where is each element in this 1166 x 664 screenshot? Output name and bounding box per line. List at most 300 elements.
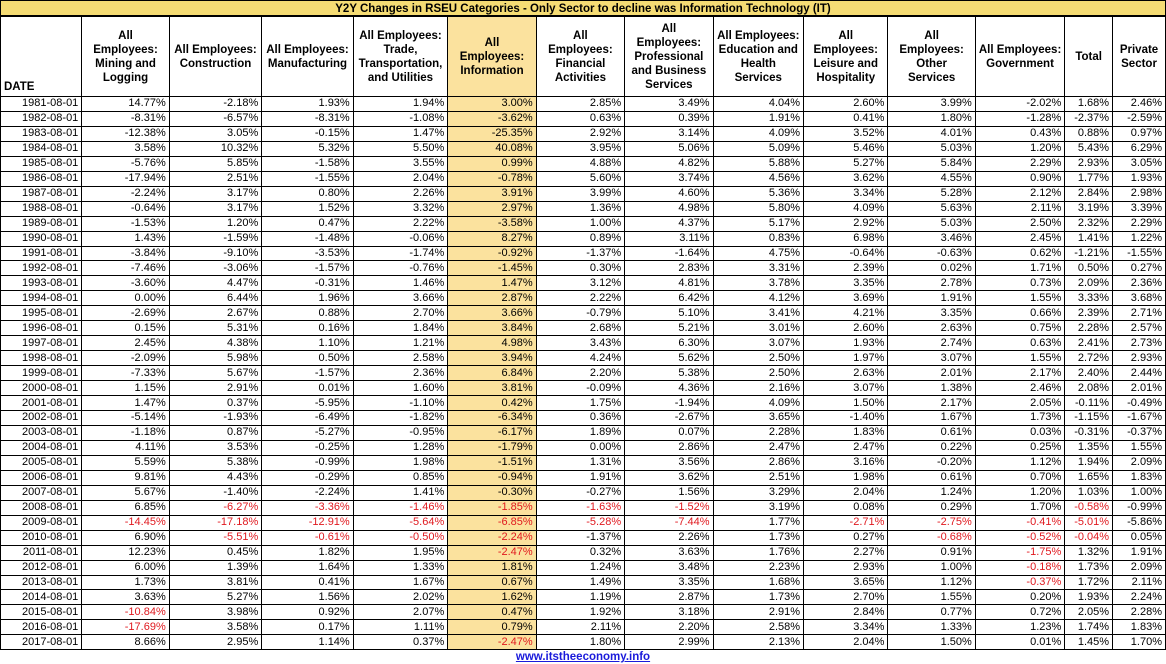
value-cell: -0.92%	[448, 246, 536, 261]
value-cell: 3.66%	[353, 291, 448, 306]
value-cell: -1.75%	[975, 545, 1064, 560]
value-cell: 6.84%	[448, 366, 536, 381]
value-cell: 2.01%	[1113, 381, 1166, 396]
table-row	[1, 321, 1166, 336]
value-cell: 2.83%	[625, 261, 713, 276]
value-cell: 0.15%	[82, 321, 169, 336]
value-cell: 1.36%	[536, 201, 624, 216]
value-cell: 2.46%	[975, 381, 1064, 396]
value-cell: 3.98%	[169, 605, 262, 620]
value-cell: -5.86%	[1113, 515, 1166, 530]
value-cell: 0.50%	[262, 351, 353, 366]
value-cell: 4.37%	[625, 216, 713, 231]
value-cell: -1.21%	[1065, 246, 1113, 261]
value-cell: 3.14%	[625, 126, 713, 141]
date-cell: 1984-08-01	[1, 141, 82, 156]
value-cell: 3.17%	[169, 186, 262, 201]
value-cell: 0.61%	[888, 425, 975, 440]
value-cell: -0.99%	[1113, 500, 1166, 515]
value-cell: 1.70%	[1113, 635, 1166, 650]
value-cell: -0.27%	[536, 485, 624, 500]
value-cell: 6.00%	[82, 560, 169, 575]
value-cell: 5.31%	[169, 321, 262, 336]
value-cell: 3.05%	[169, 126, 262, 141]
value-cell: 5.17%	[713, 216, 803, 231]
value-cell: 3.32%	[353, 201, 448, 216]
value-cell: -0.99%	[262, 455, 353, 470]
value-cell: 0.08%	[804, 500, 888, 515]
value-cell: 1.45%	[1065, 635, 1113, 650]
value-cell: 5.28%	[888, 186, 975, 201]
value-cell: 3.95%	[536, 141, 624, 156]
value-cell: 1.67%	[888, 411, 975, 426]
value-cell: 1.75%	[536, 396, 624, 411]
value-cell: 0.47%	[448, 605, 536, 620]
value-cell: -1.59%	[169, 231, 262, 246]
value-cell: 3.16%	[804, 455, 888, 470]
date-cell: 2007-08-01	[1, 485, 82, 500]
value-cell: 1.73%	[82, 575, 169, 590]
value-cell: -1.55%	[1113, 246, 1166, 261]
date-cell: 2013-08-01	[1, 575, 82, 590]
value-cell: 3.94%	[448, 351, 536, 366]
value-cell: 0.67%	[448, 575, 536, 590]
value-cell: -0.11%	[1065, 396, 1113, 411]
value-cell: -2.59%	[1113, 111, 1166, 126]
value-cell: 0.30%	[536, 261, 624, 276]
table-row	[1, 126, 1166, 141]
value-cell: 6.42%	[625, 291, 713, 306]
value-cell: -0.63%	[888, 246, 975, 261]
value-cell: 1.19%	[536, 590, 624, 605]
value-cell: 40.08%	[448, 141, 536, 156]
value-cell: 2.09%	[1113, 455, 1166, 470]
value-cell: -1.53%	[82, 216, 169, 231]
value-cell: 2.97%	[448, 201, 536, 216]
value-cell: 0.99%	[448, 156, 536, 171]
date-cell: 2000-08-01	[1, 381, 82, 396]
value-cell: 1.56%	[262, 590, 353, 605]
value-cell: 0.01%	[262, 381, 353, 396]
value-cell: 2.87%	[448, 291, 536, 306]
value-cell: 1.41%	[1065, 231, 1113, 246]
date-cell: 2010-08-01	[1, 530, 82, 545]
column-header: All Employees: Manufacturing	[262, 17, 353, 97]
value-cell: 3.35%	[888, 306, 975, 321]
value-cell: -1.28%	[975, 111, 1064, 126]
value-cell: -0.78%	[448, 171, 536, 186]
value-cell: -1.40%	[169, 485, 262, 500]
value-cell: 3.41%	[713, 306, 803, 321]
value-cell: 4.24%	[536, 351, 624, 366]
value-cell: 1.28%	[353, 440, 448, 455]
value-cell: 1.93%	[804, 336, 888, 351]
value-cell: 1.80%	[536, 635, 624, 650]
value-cell: 3.81%	[169, 575, 262, 590]
value-cell: -0.58%	[1065, 500, 1113, 515]
value-cell: 2.50%	[975, 216, 1064, 231]
value-cell: 1.98%	[353, 455, 448, 470]
value-cell: 5.63%	[888, 201, 975, 216]
value-cell: 6.90%	[82, 530, 169, 545]
value-cell: 5.46%	[804, 141, 888, 156]
value-cell: -0.37%	[975, 575, 1064, 590]
value-cell: 3.01%	[713, 321, 803, 336]
value-cell: 0.97%	[1113, 126, 1166, 141]
value-cell: -0.52%	[975, 530, 1064, 545]
value-cell: -0.15%	[262, 126, 353, 141]
value-cell: 0.27%	[1113, 261, 1166, 276]
value-cell: 8.27%	[448, 231, 536, 246]
value-cell: 1.33%	[888, 620, 975, 635]
column-header-date: DATE	[1, 17, 82, 97]
value-cell: -0.64%	[82, 201, 169, 216]
value-cell: -25.35%	[448, 126, 536, 141]
value-cell: -1.48%	[262, 231, 353, 246]
value-cell: 1.15%	[82, 381, 169, 396]
value-cell: 2.11%	[536, 620, 624, 635]
value-cell: -5.28%	[536, 515, 624, 530]
value-cell: -0.29%	[262, 470, 353, 485]
value-cell: -5.01%	[1065, 515, 1113, 530]
value-cell: -0.50%	[353, 530, 448, 545]
value-cell: 2.84%	[1065, 186, 1113, 201]
table-body	[1, 97, 1166, 650]
table-row	[1, 605, 1166, 620]
date-cell: 2002-08-01	[1, 411, 82, 426]
value-cell: 0.03%	[975, 425, 1064, 440]
value-cell: 4.81%	[625, 276, 713, 291]
value-cell: -1.63%	[536, 500, 624, 515]
value-cell: 4.04%	[713, 97, 803, 112]
date-cell: 1987-08-01	[1, 186, 82, 201]
value-cell: -1.52%	[625, 500, 713, 515]
value-cell: -5.14%	[82, 411, 169, 426]
date-cell: 2003-08-01	[1, 425, 82, 440]
value-cell: 2.87%	[625, 590, 713, 605]
value-cell: 1.47%	[448, 276, 536, 291]
value-cell: 1.47%	[353, 126, 448, 141]
date-cell: 1988-08-01	[1, 201, 82, 216]
value-cell: 3.63%	[82, 590, 169, 605]
value-cell: 2.26%	[625, 530, 713, 545]
value-cell: -2.24%	[448, 530, 536, 545]
value-cell: 1.50%	[804, 396, 888, 411]
table-row	[1, 590, 1166, 605]
value-cell: 1.20%	[975, 485, 1064, 500]
date-cell: 1985-08-01	[1, 156, 82, 171]
value-cell: 4.82%	[625, 156, 713, 171]
value-cell: 1.38%	[888, 381, 975, 396]
value-cell: 2.09%	[1065, 276, 1113, 291]
column-header: All Employees: Information	[448, 17, 536, 97]
value-cell: 0.22%	[888, 440, 975, 455]
value-cell: 5.10%	[625, 306, 713, 321]
table-row	[1, 291, 1166, 306]
value-cell: 2.17%	[975, 366, 1064, 381]
value-cell: -1.57%	[262, 261, 353, 276]
value-cell: -0.49%	[1113, 396, 1166, 411]
value-cell: 2.47%	[804, 440, 888, 455]
value-cell: 0.00%	[82, 291, 169, 306]
value-cell: 2.45%	[975, 231, 1064, 246]
value-cell: -1.37%	[536, 530, 624, 545]
value-cell: 1.95%	[353, 545, 448, 560]
value-cell: 2.04%	[804, 635, 888, 650]
value-cell: 1.74%	[1065, 620, 1113, 635]
table-row	[1, 440, 1166, 455]
value-cell: 2.28%	[1065, 321, 1113, 336]
value-cell: -0.25%	[262, 440, 353, 455]
value-cell: 0.45%	[169, 545, 262, 560]
value-cell: 5.36%	[713, 186, 803, 201]
date-cell: 2017-08-01	[1, 635, 82, 650]
value-cell: 3.35%	[804, 276, 888, 291]
column-header: Total	[1065, 17, 1113, 97]
table-row	[1, 231, 1166, 246]
value-cell: 4.75%	[713, 246, 803, 261]
value-cell: -1.08%	[353, 111, 448, 126]
value-cell: 1.91%	[713, 111, 803, 126]
value-cell: 1.21%	[353, 336, 448, 351]
value-cell: 0.25%	[975, 440, 1064, 455]
value-cell: 3.62%	[804, 171, 888, 186]
value-cell: 8.66%	[82, 635, 169, 650]
value-cell: 3.29%	[713, 485, 803, 500]
value-cell: 2.60%	[804, 321, 888, 336]
value-cell: 5.27%	[169, 590, 262, 605]
value-cell: 3.65%	[804, 575, 888, 590]
value-cell: 6.29%	[1113, 141, 1166, 156]
value-cell: -0.04%	[1065, 530, 1113, 545]
value-cell: 0.70%	[975, 470, 1064, 485]
value-cell: 2.68%	[536, 321, 624, 336]
date-cell: 2009-08-01	[1, 515, 82, 530]
value-cell: 2.50%	[713, 351, 803, 366]
value-cell: 0.63%	[536, 111, 624, 126]
value-cell: 1.72%	[1065, 575, 1113, 590]
value-cell: -7.33%	[82, 366, 169, 381]
value-cell: 3.53%	[169, 440, 262, 455]
value-cell: 2.63%	[804, 366, 888, 381]
value-cell: 1.50%	[888, 635, 975, 650]
date-cell: 2001-08-01	[1, 396, 82, 411]
date-cell: 2015-08-01	[1, 605, 82, 620]
value-cell: 2.32%	[1065, 216, 1113, 231]
value-cell: 2.93%	[1113, 351, 1166, 366]
value-cell: 4.43%	[169, 470, 262, 485]
value-cell: 2.93%	[1065, 156, 1113, 171]
value-cell: 2.85%	[536, 97, 624, 112]
value-cell: 2.92%	[536, 126, 624, 141]
value-cell: 1.73%	[975, 411, 1064, 426]
value-cell: 1.64%	[262, 560, 353, 575]
table-row	[1, 575, 1166, 590]
value-cell: 2.09%	[1113, 560, 1166, 575]
value-cell: 0.80%	[262, 186, 353, 201]
value-cell: -7.46%	[82, 261, 169, 276]
value-cell: -3.58%	[448, 216, 536, 231]
value-cell: 1.31%	[536, 455, 624, 470]
value-cell: -5.95%	[262, 396, 353, 411]
value-cell: 1.55%	[888, 590, 975, 605]
value-cell: -2.71%	[804, 515, 888, 530]
value-cell: 2.39%	[1065, 306, 1113, 321]
value-cell: -0.31%	[262, 276, 353, 291]
date-cell: 2016-08-01	[1, 620, 82, 635]
value-cell: 5.67%	[82, 485, 169, 500]
value-cell: 4.12%	[713, 291, 803, 306]
value-cell: -3.06%	[169, 261, 262, 276]
value-cell: 5.32%	[262, 141, 353, 156]
value-cell: -5.27%	[262, 425, 353, 440]
value-cell: 1.84%	[353, 321, 448, 336]
value-cell: 6.98%	[804, 231, 888, 246]
column-header: All Employees: Leisure and Hospitality	[804, 17, 888, 97]
table-row	[1, 411, 1166, 426]
date-cell: 1995-08-01	[1, 306, 82, 321]
value-cell: -6.85%	[448, 515, 536, 530]
table-row	[1, 141, 1166, 156]
value-cell: 2.24%	[1113, 590, 1166, 605]
value-cell: 1.41%	[353, 485, 448, 500]
value-cell: 4.47%	[169, 276, 262, 291]
table-row	[1, 470, 1166, 485]
value-cell: 2.51%	[713, 470, 803, 485]
value-cell: 3.99%	[536, 186, 624, 201]
value-cell: 0.37%	[353, 635, 448, 650]
value-cell: -8.31%	[262, 111, 353, 126]
value-cell: 1.93%	[1065, 590, 1113, 605]
value-cell: 6.30%	[625, 336, 713, 351]
value-cell: 0.47%	[262, 216, 353, 231]
value-cell: 2.22%	[536, 291, 624, 306]
value-cell: 12.23%	[82, 545, 169, 560]
value-cell: 2.11%	[1113, 575, 1166, 590]
value-cell: -1.85%	[448, 500, 536, 515]
value-cell: 3.18%	[625, 605, 713, 620]
value-cell: 5.50%	[353, 141, 448, 156]
value-cell: 2.26%	[353, 186, 448, 201]
column-header: Private Sector	[1113, 17, 1166, 97]
value-cell: 3.11%	[625, 231, 713, 246]
value-cell: 5.09%	[713, 141, 803, 156]
value-cell: -0.94%	[448, 470, 536, 485]
value-cell: 0.43%	[975, 126, 1064, 141]
value-cell: 3.19%	[713, 500, 803, 515]
table-row	[1, 246, 1166, 261]
date-cell: 2008-08-01	[1, 500, 82, 515]
value-cell: 0.88%	[262, 306, 353, 321]
value-cell: 0.77%	[888, 605, 975, 620]
value-cell: 1.00%	[536, 216, 624, 231]
table-row	[1, 455, 1166, 470]
value-cell: -3.60%	[82, 276, 169, 291]
value-cell: -17.69%	[82, 620, 169, 635]
value-cell: -0.18%	[975, 560, 1064, 575]
value-cell: 3.31%	[713, 261, 803, 276]
value-cell: 1.98%	[804, 470, 888, 485]
value-cell: 2.70%	[353, 306, 448, 321]
table-row	[1, 500, 1166, 515]
value-cell: -1.15%	[1065, 411, 1113, 426]
value-cell: 1.92%	[536, 605, 624, 620]
date-cell: 1989-08-01	[1, 216, 82, 231]
value-cell: 2.13%	[713, 635, 803, 650]
value-cell: 0.05%	[1113, 530, 1166, 545]
table-row	[1, 381, 1166, 396]
value-cell: 1.00%	[888, 560, 975, 575]
value-cell: 2.67%	[169, 306, 262, 321]
value-cell: 2.95%	[169, 635, 262, 650]
table-row	[1, 276, 1166, 291]
value-cell: 1.22%	[1113, 231, 1166, 246]
value-cell: 3.55%	[353, 156, 448, 171]
value-cell: 2.07%	[353, 605, 448, 620]
value-cell: 0.41%	[262, 575, 353, 590]
value-cell: 2.98%	[1113, 186, 1166, 201]
footer-link[interactable]: www.itstheeconomy.info	[515, 651, 651, 664]
value-cell: -2.75%	[888, 515, 975, 530]
value-cell: 4.56%	[713, 171, 803, 186]
value-cell: 3.65%	[713, 411, 803, 426]
table-row	[1, 530, 1166, 545]
value-cell: 1.73%	[1065, 560, 1113, 575]
value-cell: 0.62%	[975, 246, 1064, 261]
value-cell: 5.62%	[625, 351, 713, 366]
date-cell: 1999-08-01	[1, 366, 82, 381]
value-cell: 1.60%	[353, 381, 448, 396]
value-cell: -5.64%	[353, 515, 448, 530]
date-cell: 1990-08-01	[1, 231, 82, 246]
value-cell: 5.43%	[1065, 141, 1113, 156]
value-cell: 2.70%	[804, 590, 888, 605]
value-cell: 3.66%	[448, 306, 536, 321]
value-cell: 2.45%	[82, 336, 169, 351]
column-header: All Employees: Mining and Logging	[82, 17, 169, 97]
value-cell: 3.56%	[625, 455, 713, 470]
value-cell: 0.02%	[888, 261, 975, 276]
value-cell: -9.10%	[169, 246, 262, 261]
value-cell: -0.41%	[975, 515, 1064, 530]
value-cell: 0.87%	[169, 425, 262, 440]
value-cell: 2.08%	[1065, 381, 1113, 396]
value-cell: 1.81%	[448, 560, 536, 575]
column-header: All Employees: Education and Health Services	[713, 17, 803, 97]
date-cell: 2004-08-01	[1, 440, 82, 455]
value-cell: 5.98%	[169, 351, 262, 366]
value-cell: -1.79%	[448, 440, 536, 455]
table-row	[1, 425, 1166, 440]
value-cell: 5.84%	[888, 156, 975, 171]
table-row	[1, 485, 1166, 500]
value-cell: 2.01%	[888, 366, 975, 381]
value-cell: 5.88%	[713, 156, 803, 171]
value-cell: -12.38%	[82, 126, 169, 141]
table-row	[1, 97, 1166, 112]
value-cell: 3.84%	[448, 321, 536, 336]
date-cell: 1983-08-01	[1, 126, 82, 141]
date-cell: 2006-08-01	[1, 470, 82, 485]
value-cell: 2.74%	[888, 336, 975, 351]
value-cell: 0.79%	[448, 620, 536, 635]
date-cell: 1998-08-01	[1, 351, 82, 366]
value-cell: 2.46%	[1113, 97, 1166, 112]
value-cell: 3.91%	[448, 186, 536, 201]
value-cell: 1.11%	[353, 620, 448, 635]
value-cell: 1.83%	[1113, 470, 1166, 485]
value-cell: 2.72%	[1065, 351, 1113, 366]
